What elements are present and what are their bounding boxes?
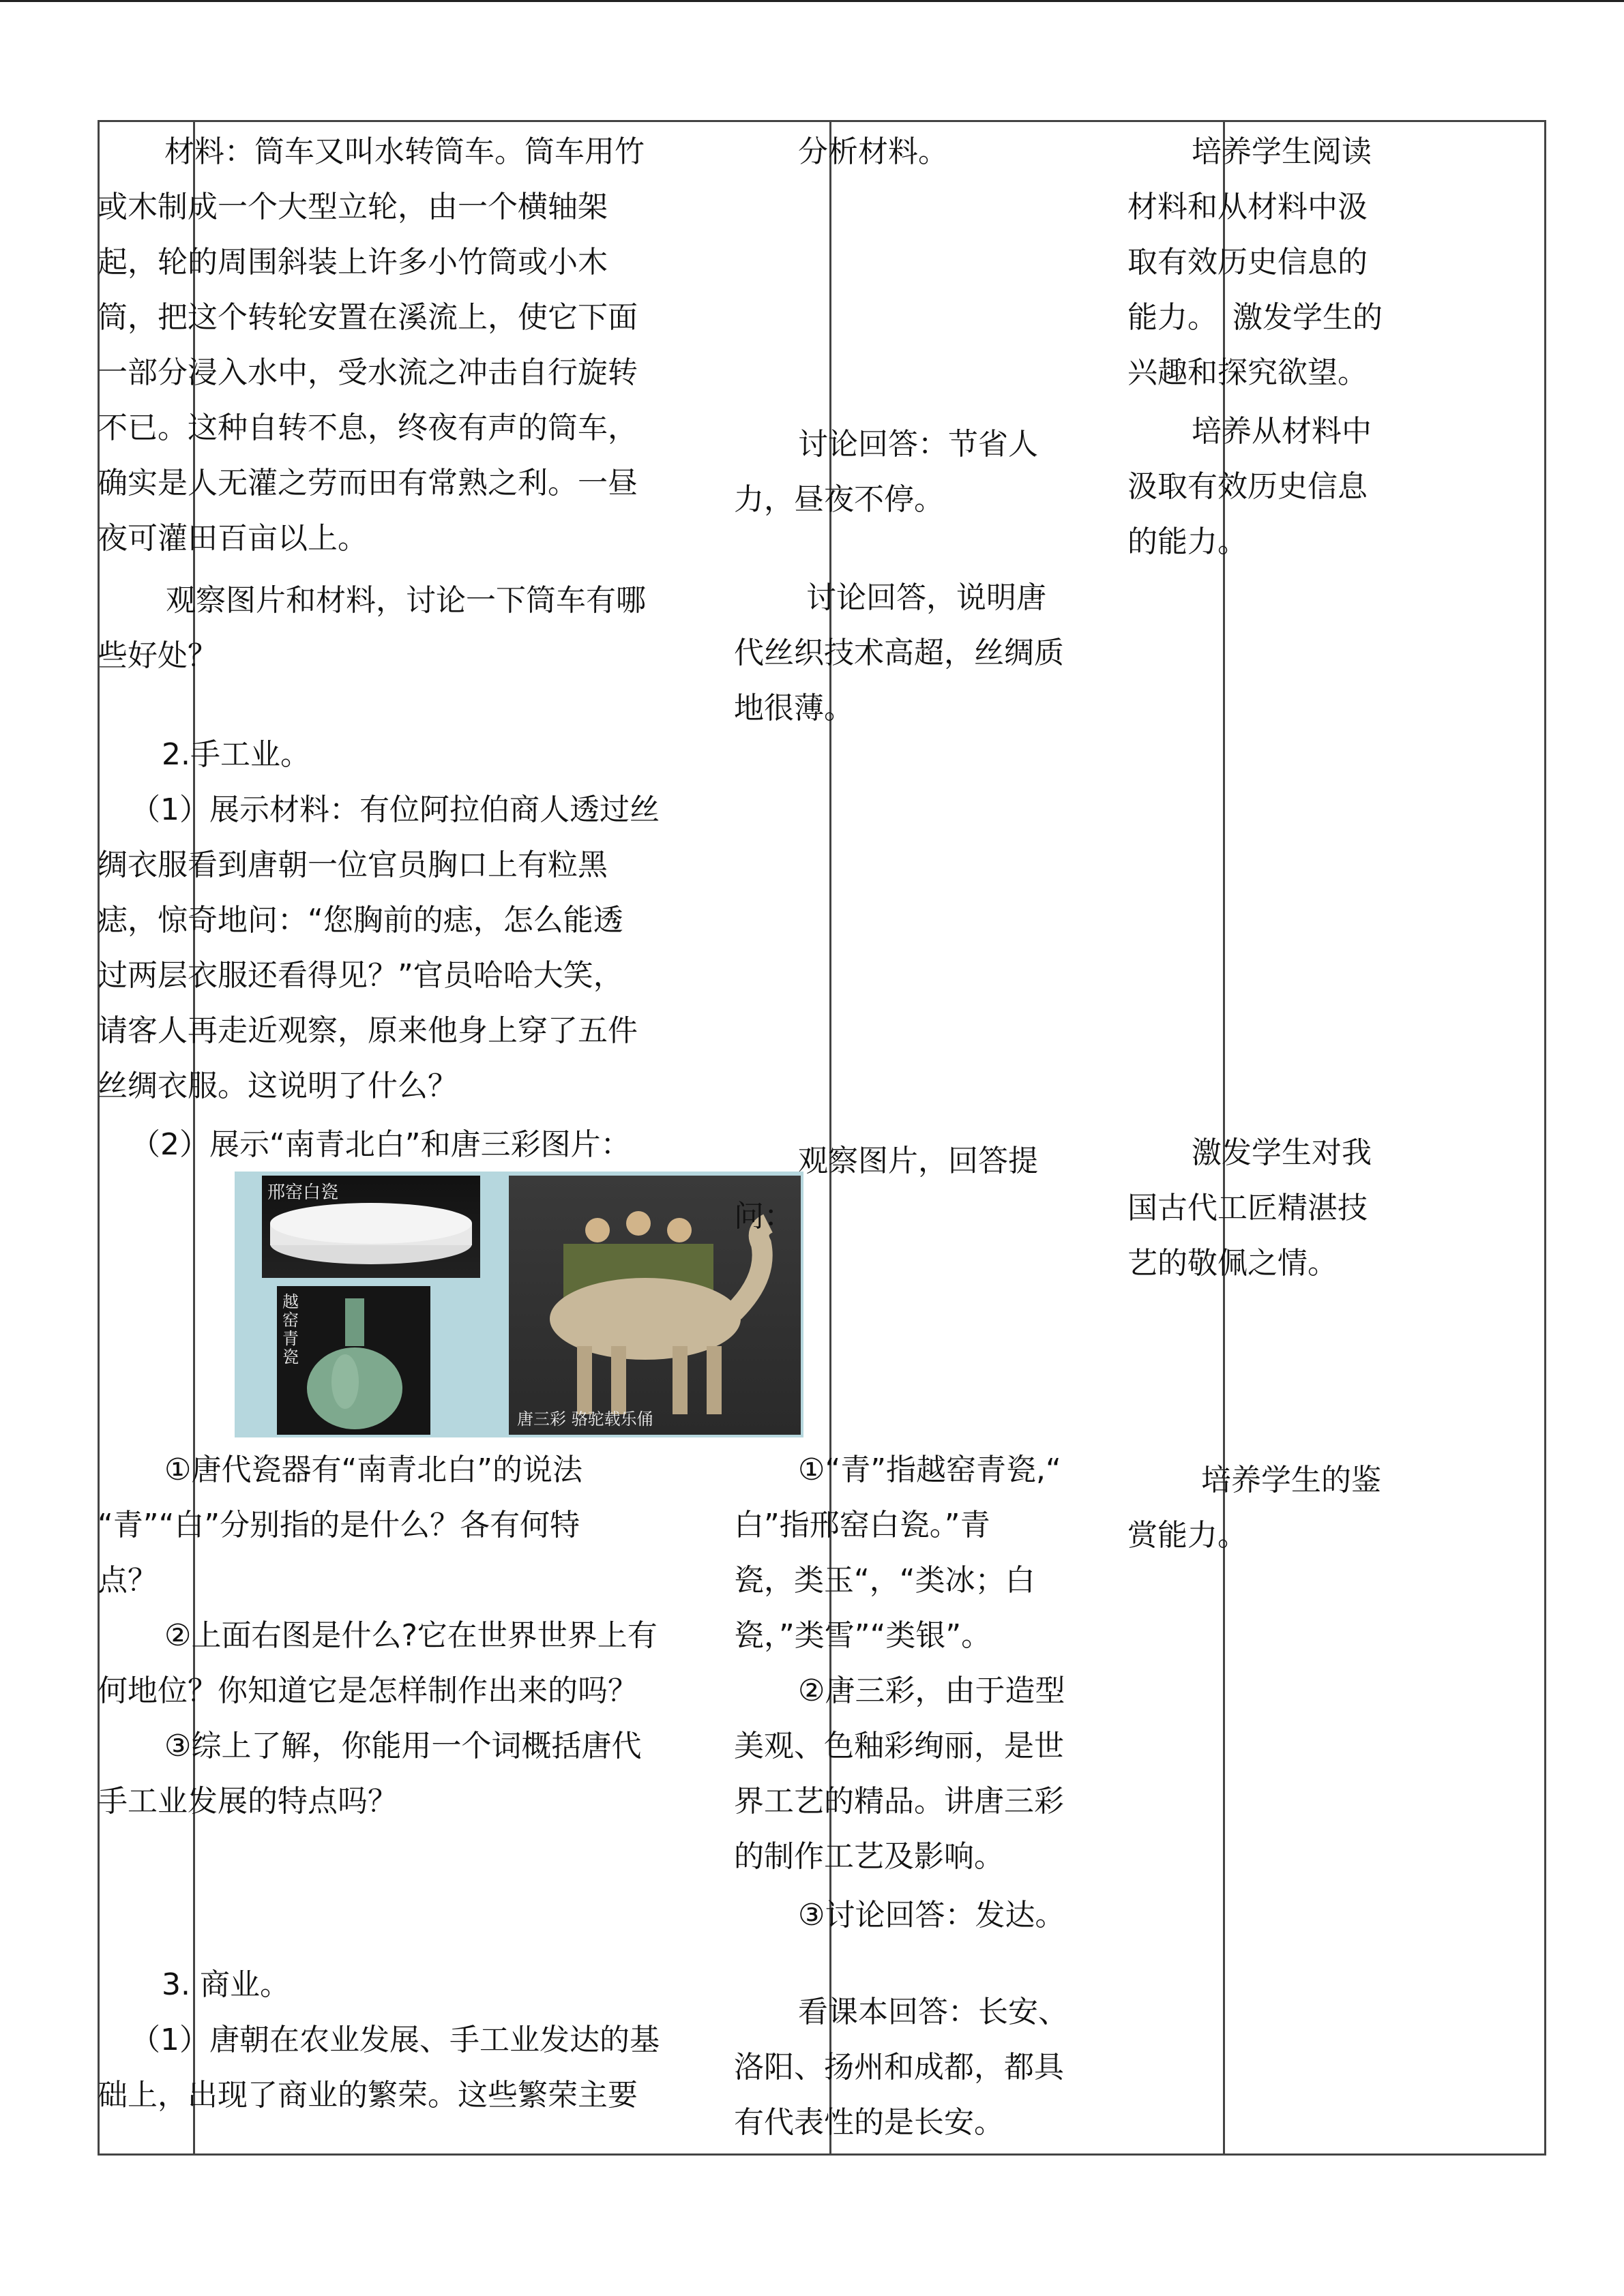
paragraph: 兴趣和探究欲望。 bbox=[1127, 355, 1368, 390]
section-heading: 3. 商业。 bbox=[162, 1967, 290, 2002]
paragraph: ③综上了解，你能用一个词概括唐代 bbox=[164, 1729, 642, 1763]
porcelain-image-panel bbox=[235, 1172, 803, 1437]
paragraph: 观察图片，回答提 bbox=[798, 1144, 1038, 1178]
photo-caption: 唐三彩 骆驼载乐俑 bbox=[517, 1410, 653, 1429]
paragraph: 丝绸衣服。这说明了什么？ bbox=[98, 1069, 458, 1103]
paragraph: 取有效历史信息的 bbox=[1127, 245, 1368, 280]
paragraph: 手工业发展的特点吗？ bbox=[98, 1784, 398, 1819]
teacher-activity-column bbox=[98, 0, 734, 2296]
paragraph: 一部分浸入水中，受水流之冲击自行旋转 bbox=[98, 355, 638, 390]
paragraph: 讨论回答：节省人 bbox=[798, 427, 1038, 462]
paragraph: ③讨论回答：发达。 bbox=[798, 1898, 1065, 1933]
paragraph: 培养学生的鉴 bbox=[1201, 1463, 1381, 1497]
paragraph: 础上，出现了商业的繁荣。这些繁荣主要 bbox=[98, 2078, 638, 2113]
paragraph: 瓷，类玉“，“类冰；白 bbox=[734, 1563, 1035, 1598]
paragraph: ②上面右图是什么?它在世界世界上有 bbox=[164, 1618, 658, 1653]
paragraph: （1）唐朝在农业发展、手工业发达的基 bbox=[130, 2023, 660, 2057]
paragraph: 确实是人无灌之劳而田有常熟之利。一昼 bbox=[98, 466, 638, 501]
paragraph: 艺的敬佩之情。 bbox=[1127, 1246, 1338, 1281]
paragraph: 起，轮的周围斜装上许多小竹筒或小木 bbox=[98, 245, 608, 280]
paragraph: 激发学生对我 bbox=[1192, 1135, 1372, 1170]
paragraph: 瓷，”类雪”“类银”。 bbox=[734, 1618, 992, 1653]
paragraph: 夜可灌田百亩以上。 bbox=[98, 521, 368, 556]
paragraph: 讨论回答，说明唐 bbox=[806, 580, 1046, 615]
paragraph: 痣，惊奇地问：“您胸前的痣，怎么能透 bbox=[98, 903, 623, 938]
paragraph: ①“青”指越窑青瓷,“ bbox=[798, 1452, 1061, 1487]
paragraph: 绸衣服看到唐朝一位官员胸口上有粒黑 bbox=[98, 848, 608, 882]
paragraph: 有代表性的是长安。 bbox=[734, 2105, 1004, 2140]
paragraph: “青”“白”分别指的是什么？各有何特 bbox=[98, 1508, 580, 1542]
paragraph: 赏能力。 bbox=[1127, 1518, 1247, 1553]
paragraph: 些好处？ bbox=[98, 638, 218, 673]
white-porcelain-photo bbox=[262, 1176, 480, 1278]
paragraph: 筒，把这个转轮安置在溪流上，使它下面 bbox=[98, 300, 638, 335]
design-intent-column bbox=[1127, 0, 1449, 2296]
photo-caption: 邢窑白瓷 bbox=[267, 1182, 339, 1203]
paragraph: 洛阳、扬州和成都，都具 bbox=[734, 2050, 1064, 2085]
celadon-vase-photo bbox=[277, 1286, 430, 1435]
paragraph: 不已。这种自转不息，终夜有声的筒车， bbox=[98, 411, 638, 445]
paragraph: （2）展示“南青北白”和唐三彩图片： bbox=[130, 1127, 631, 1162]
student-activity-column bbox=[734, 0, 1127, 2296]
paragraph: ①唐代瓷器有“南青北白”的说法 bbox=[164, 1452, 583, 1487]
paragraph: 培养从材料中 bbox=[1192, 414, 1372, 449]
paragraph: 的能力。 bbox=[1127, 524, 1247, 559]
paragraph: ②唐三彩，由于造型 bbox=[798, 1673, 1065, 1708]
paragraph: 国古代工匠精湛技 bbox=[1127, 1191, 1368, 1225]
paragraph: 观察图片和材料，讨论一下筒车有哪 bbox=[166, 583, 646, 618]
section-heading: 2.手工业。 bbox=[162, 737, 310, 772]
paragraph: 何地位？你知道它是怎样制作出来的吗？ bbox=[98, 1673, 638, 1708]
paragraph: 汲取有效历史信息 bbox=[1127, 469, 1368, 504]
paragraph: 能力。 激发学生的 bbox=[1127, 300, 1383, 335]
paragraph: 代丝织技术高超，丝绸质 bbox=[734, 636, 1064, 670]
paragraph: 白”指邢窑白瓷。”青 bbox=[734, 1508, 990, 1542]
paragraph: 或木制成一个大型立轮，由一个横轴架 bbox=[98, 190, 608, 224]
paragraph: 请客人再走近观察，原来他身上穿了五件 bbox=[98, 1013, 638, 1048]
paragraph: 力，昼夜不停。 bbox=[734, 482, 944, 517]
paragraph: 界工艺的精品。讲唐三彩 bbox=[734, 1784, 1064, 1819]
paragraph: 培养学生阅读 bbox=[1192, 134, 1372, 169]
paragraph: 的制作工艺及影响。 bbox=[734, 1839, 1004, 1874]
paragraph: 材料和从材料中汲 bbox=[1127, 190, 1368, 224]
paragraph: 看课本回答：长安、 bbox=[798, 1995, 1068, 2029]
paragraph: 美观、色釉彩绚丽，是世 bbox=[734, 1729, 1064, 1763]
paragraph: 问： bbox=[734, 1199, 794, 1234]
paragraph: 地很薄。 bbox=[734, 691, 854, 726]
paragraph: 分析材料。 bbox=[798, 134, 948, 169]
paragraph: 点？ bbox=[98, 1563, 158, 1598]
photo-caption: 越窑青瓷 bbox=[282, 1292, 299, 1367]
paragraph: 材料：筒车又叫水转筒车。筒车用竹 bbox=[164, 134, 645, 169]
paragraph: （1）展示材料：有位阿拉伯商人透过丝 bbox=[130, 792, 660, 827]
paragraph: 过两层衣服还看得见？”官员哈哈大笑， bbox=[98, 958, 623, 993]
